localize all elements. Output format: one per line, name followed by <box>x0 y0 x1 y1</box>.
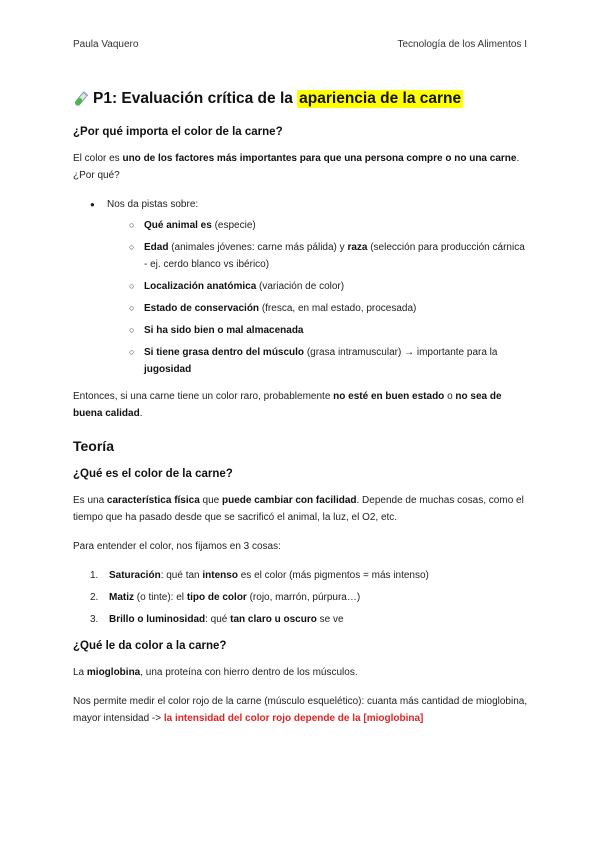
list-item: ○ Qué animal es (especie) <box>107 217 528 234</box>
list-item: ○ Edad (animales jóvenes: carne más pálida) y raza (selección para producción cárnica - ej. cerdo blanco vs ibérico) <box>107 239 528 273</box>
list-item: ○ Localización anatómica (variación de color) <box>107 278 528 295</box>
bullet-icon: ● <box>90 200 95 209</box>
theory-heading: Teoría <box>73 438 114 454</box>
list-item: ○ Si tiene grasa dentro del músculo (grasa intramuscular) → importante para la jugosidad <box>107 344 528 378</box>
section1-conclusion: Entonces, si una carne tiene un color raro, probablemente no esté en buen estado o no sea de buena calidad. <box>73 391 502 419</box>
document-content <box>73 90 528 739</box>
theory-question-1: ¿Qué es el color de la carne? <box>73 468 233 480</box>
list-item: 2. Matiz (o tinte): el tipo de color (rojo, marrón, púrpura…) <box>90 592 361 603</box>
circle-bullet-icon: ○ <box>129 303 135 313</box>
highlight-red-text: la intensidad del color rojo depende de la [mioglobina] <box>163 713 424 724</box>
clues-list <box>73 196 528 378</box>
circle-bullet-icon: ○ <box>129 325 135 335</box>
header-author: Paula Vaquero <box>73 39 139 50</box>
theory-paragraph-2: Para entender el color, nos fijamos en 3 cosas: <box>73 541 281 552</box>
circle-bullet-icon: ○ <box>129 242 135 252</box>
title-highlight: apariencia de la carne <box>299 90 462 107</box>
theory-paragraph-1: Es una característica física que puede cambiar con facilidad. Depende de muchas cosas, como el tiempo que ha pasado desde que se sacrificó el animal, la luz, el O2, etc. <box>73 495 524 523</box>
list-item: ○ Estado de conservación (fresca, en mal estado, procesada) <box>107 300 528 317</box>
title-prefix: P1: Evaluación crítica de la <box>93 90 298 107</box>
test-tube-icon <box>73 91 89 107</box>
clues-sublist <box>107 217 528 378</box>
theory-paragraph-3: La mioglobina, una proteína con hierro dentro de los músculos. <box>73 667 358 678</box>
header-course: Tecnología de los Alimentos I <box>397 39 527 50</box>
list-item: ● Nos da pistas sobre: ○ Qué animal es (especie) ○ Edad (animales jóvenes: carne más pálida) y raza (selección para producción cárnica - ej. cerdo blanco vs ibérico) ○ Localización anatómica (variación de color) ○ Estado de conservación (fresca, en mal estado, procesada) ○ Si ha sido bien o mal almacenada ○ Si tiene grasa dentro del músculo (grasa intramuscular) → importante para la jugosidad <box>73 196 528 378</box>
circle-bullet-icon: ○ <box>129 347 135 357</box>
list-item: ○ Si ha sido bien o mal almacenada <box>107 322 528 339</box>
list-item: 1. Saturación: qué tan intenso es el color (más pigmentos = más intenso) <box>90 570 429 581</box>
circle-bullet-icon: ○ <box>129 281 135 291</box>
theory-question-2: ¿Qué le da color a la carne? <box>73 640 227 652</box>
page-title <box>73 90 528 108</box>
circle-bullet-icon: ○ <box>129 220 135 230</box>
theory-paragraph-4: Nos permite medir el color rojo de la carne (músculo esquelético): cuanta más cantidad de mioglobina, mayor intensidad -> la intensidad del color rojo depende de la [mioglobina] <box>73 696 528 724</box>
section1-intro: El color es uno de los factores más importantes para que una persona compre o no una carne. ¿Por qué? <box>73 153 520 181</box>
color-properties-list <box>73 567 528 628</box>
section1-heading: ¿Por qué importa el color de la carne? <box>73 126 283 138</box>
list-item: 3. Brillo o luminosidad: qué tan claro u oscuro se ve <box>90 614 344 625</box>
